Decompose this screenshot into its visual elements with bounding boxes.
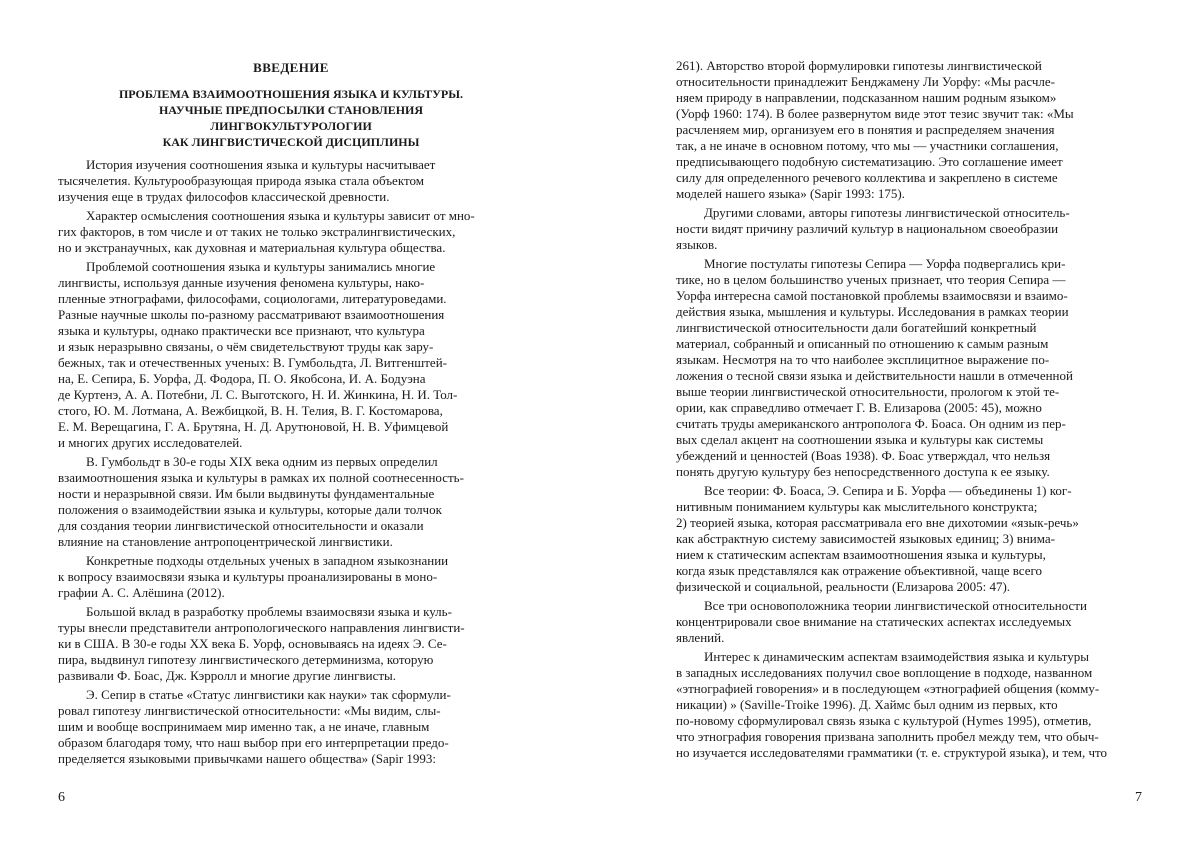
text-line: В. Гумбольдт в 30-е годы XIX века одним из первых определил <box>86 454 438 469</box>
text-line: явлений. <box>676 630 725 645</box>
text-line: туры внесли представители антропологического направления лингвисти- <box>58 620 465 635</box>
text-line: нитивным пониманием культуры как мыслительного конструкта; <box>676 499 1038 514</box>
text-line: Интерес к динамическим аспектам взаимодействия языка и культуры <box>704 649 1089 664</box>
paragraph <box>58 553 524 601</box>
text-line: Характер осмысления соотношения языка и культуры зависит от мно- <box>86 208 475 223</box>
text-line: тысячелетия. Культурообразующая природа языка стала объектом <box>58 173 424 188</box>
text-line: ности видят причину различий культур в национальном своеобразии <box>676 221 1059 236</box>
text-line: ровал гипотезу лингвистической относительности: «Мы видим, слы- <box>58 703 441 718</box>
text-line: предписывающего подобную систематизацию. Это соглашение имеет <box>676 154 1063 169</box>
text-line: образом благодаря тому, что наш выбор при его интерпретации предо- <box>58 735 449 750</box>
text-line: языков. <box>676 237 718 252</box>
text-line: Другими словами, авторы гипотезы лингвистической относитель- <box>704 205 1070 220</box>
text-line: развивали Ф. Боас, Дж. Кэрролл и многие другие лингвисты. <box>58 668 397 683</box>
text-line: лингвисты, используя данные изучения феномена культуры, нако- <box>58 275 425 290</box>
text-line: пленные этнографами, философами, социологами, литературоведами. <box>58 291 447 306</box>
left-body-text <box>58 157 524 767</box>
page-number: 7 <box>1135 790 1142 805</box>
subtitle-line: КАК ЛИНГВИСТИЧЕСКОЙ ДИСЦИПЛИНЫ <box>162 135 420 149</box>
chapter-heading: ВВЕДЕНИЕ <box>253 60 329 75</box>
left-text-column <box>58 60 524 770</box>
text-line: в западных исследованиях получил свое воплощение в подходе, названном <box>676 665 1093 680</box>
text-line: относительности принадлежит Бенджамену Ли Уорфу: «Мы расчле- <box>676 74 1055 89</box>
paragraph <box>676 649 1142 761</box>
text-line: История изучения соотношения языка и культуры насчитывает <box>86 157 436 172</box>
paragraph <box>58 259 524 451</box>
text-line: Разные научные школы по-разному рассматривают взаимоотношения <box>58 307 445 322</box>
text-line: считать труды американского антрополога Ф. Боаса. Он одним из пер- <box>676 416 1066 431</box>
text-line: «этнографией говорения» и в последующем «этнографией общения (комму- <box>676 681 1100 696</box>
left-page <box>58 0 524 848</box>
text-line: Уорфа интересна самой постановкой проблемы взаимосвязи и взаимо- <box>676 288 1068 303</box>
text-line: расчленяем мир, организуем его в понятия и распределяем значения <box>676 122 1055 137</box>
text-line: шим и вообще воспринимаем мир именно так, а не иначе, главным <box>58 719 430 734</box>
subtitle-line: ЛИНГВОКУЛЬТУРОЛОГИИ <box>210 119 372 133</box>
text-line: и язык неразрывно связаны, о чём свидетельствуют труды как зару- <box>58 339 434 354</box>
text-line: взаимоотношения языка и культуры в рамках их полной соотнесенность- <box>58 470 464 485</box>
paragraph <box>676 598 1142 646</box>
text-line: бежных, так и отечественных ученых: В. Гумбольдта, Л. Витгенштей- <box>58 355 447 370</box>
text-line: лингвистической относительности дали богатейший конкретный <box>676 320 1037 335</box>
text-line: няем природу в направлении, подсказанном нашим родным языком» <box>676 90 1057 105</box>
text-line: понять другую культуру без непосредственного доступа к ее языку. <box>676 464 1050 479</box>
text-line: но и экстранаучных, как духовная и материальная культура общества. <box>58 240 446 255</box>
text-line: положения о взаимодействии языка и культуры, которые дали толчок <box>58 502 442 517</box>
text-line: Е. М. Верещагина, Г. А. Брутяна, Н. Д. Арутюновой, Н. В. Уфимцевой <box>58 419 449 434</box>
text-line: что этнография говорения призвана заполнить пробел между тем, что обыч- <box>676 729 1099 744</box>
text-line: де Куртенэ, А. А. Потебни, Л. С. Выготского, Н. И. Жинкина, Н. И. Тол- <box>58 387 458 402</box>
text-line: на, Е. Сепира, Б. Уорфа, Д. Фодора, П. О. Якобсона, И. А. Бодуэна <box>58 371 426 386</box>
text-line: вых сделал акцент на соотношении языка и культуры как системы <box>676 432 1044 447</box>
text-line: так, а не иначе в основном потому, что мы — участники соглашения, <box>676 138 1059 153</box>
paragraph <box>58 208 524 256</box>
text-line: тике, но в целом большинство ученых признает, что теория Сепира — <box>676 272 1066 287</box>
paragraph <box>676 256 1142 480</box>
text-line: как абстрактную систему зависимостей языковых единиц; 3) внима- <box>676 531 1055 546</box>
text-line: пира, выдвинул гипотезу лингвистического детерминизма, которую <box>58 652 434 667</box>
subtitle-line: НАУЧНЫЕ ПРЕДПОСЫЛКИ СТАНОВЛЕНИЯ <box>158 103 424 117</box>
text-line: гих факторов, в том числе и от таких не только экстралингвистических, <box>58 224 456 239</box>
text-line: ложения о тесной связи языка и действительности нашли в отмеченной <box>676 368 1073 383</box>
text-line: ки в США. В 30-е годы XX века Б. Уорф, основываясь на идеях Э. Се- <box>58 636 447 651</box>
paragraph <box>58 157 524 205</box>
text-line: моделей нашего языка» (Sapir 1993: 175). <box>676 186 905 201</box>
text-line: Все три основоположника теории лингвистической относительности <box>704 598 1087 613</box>
right-body-text <box>676 58 1142 761</box>
text-line: графии А. С. Алёшина (2012). <box>58 585 225 600</box>
text-line: Конкретные подходы отдельных ученых в западном языкознании <box>86 553 449 568</box>
paragraph <box>58 454 524 550</box>
text-line: к вопросу взаимосвязи языка и культуры проанализированы в моно- <box>58 569 438 584</box>
text-line: силу для определенного речевого коллектива и закреплено в системе <box>676 170 1058 185</box>
text-line: ории, как справедливо отмечает Г. В. Елизарова (2005: 45), можно <box>676 400 1042 415</box>
subtitle-line: ПРОБЛЕМА ВЗАИМООТНОШЕНИЯ ЯЗЫКА И КУЛЬТУРЫ. <box>118 87 464 101</box>
text-line: Э. Сепир в статье «Статус лингвистики как науки» так сформули- <box>86 687 451 702</box>
paragraph <box>58 687 524 767</box>
text-line: действия языка, мышления и культуры. Исследования в рамках теории <box>676 304 1069 319</box>
text-line: материал, собранный и описанный по отношению к самым разным <box>676 336 1049 351</box>
text-line: когда язык представлялся как отражение объективной, чаще всего <box>676 563 1042 578</box>
text-line: Большой вклад в разработку проблемы взаимосвязи языка и куль- <box>86 604 452 619</box>
text-line: и многих других исследователей. <box>58 435 243 450</box>
page-number: 6 <box>58 790 65 805</box>
text-line: (Уорф 1960: 174). В более развернутом виде этот тезис звучит так: «Мы <box>676 106 1074 121</box>
text-line: пределяется языковыми привычками нашего общества» (Sapir 1993: <box>58 751 437 766</box>
text-line: убеждений и ценностей (Boas 1938). Ф. Боас утверждал, что нельзя <box>676 448 1051 463</box>
text-line: Проблемой соотношения языка и культуры занимались многие <box>86 259 436 274</box>
text-line: но изучается исследователями грамматики (т. е. структурой языка), и тем, что <box>676 745 1108 760</box>
right-page <box>676 0 1142 848</box>
text-line: языка и культуры, однако практически все признают, что культура <box>58 323 425 338</box>
paragraph <box>676 205 1142 253</box>
text-line: языкам. Несмотря на то что наиболее эксплицитное выражение по- <box>676 352 1050 367</box>
text-line: 2) теорией языка, которая рассматривала его вне дихотомии «язык-речь» <box>676 515 1079 530</box>
right-text-column <box>676 58 1142 764</box>
text-line: стого, Ю. М. Лотмана, А. Вежбицкой, В. Н. Телия, В. Г. Костомарова, <box>58 403 443 418</box>
text-line: нием к статическим аспектам взаимоотношения языка и культуры, <box>676 547 1046 562</box>
text-line: никации) » (Saville-Troike 1996). Д. Хаймс был одним из первых, кто <box>676 697 1058 712</box>
chapter-subtitle <box>58 86 524 150</box>
text-line: ности и неразрывной связи. Им были выдвинуты фундаментальные <box>58 486 435 501</box>
text-line: концентрировали свое внимание на статических аспектах исследуемых <box>676 614 1072 629</box>
text-line: изучения еще в трудах философов классической древности. <box>58 189 390 204</box>
text-line: для создания теории лингвистической относительности и оказали <box>58 518 424 533</box>
text-line: Все теории: Ф. Боаса, Э. Сепира и Б. Уорфа — объединены 1) ког- <box>704 483 1072 498</box>
paragraph <box>676 58 1142 202</box>
text-line: по-новому сформулировал связь языка с культурой (Hymes 1995), отметив, <box>676 713 1092 728</box>
paragraph <box>58 604 524 684</box>
paragraph <box>676 483 1142 595</box>
text-line: физической и социальной, реальности (Елизарова 2005: 47). <box>676 579 1011 594</box>
text-line: Многие постулаты гипотезы Сепира — Уорфа подвергались кри- <box>704 256 1066 271</box>
text-line: 261). Авторство второй формулировки гипотезы лингвистической <box>676 58 1042 73</box>
text-line: влияние на становление антропоцентрической лингвистики. <box>58 534 393 549</box>
text-line: выше теории лингвистической относительности, прологом к этой те- <box>676 384 1060 399</box>
